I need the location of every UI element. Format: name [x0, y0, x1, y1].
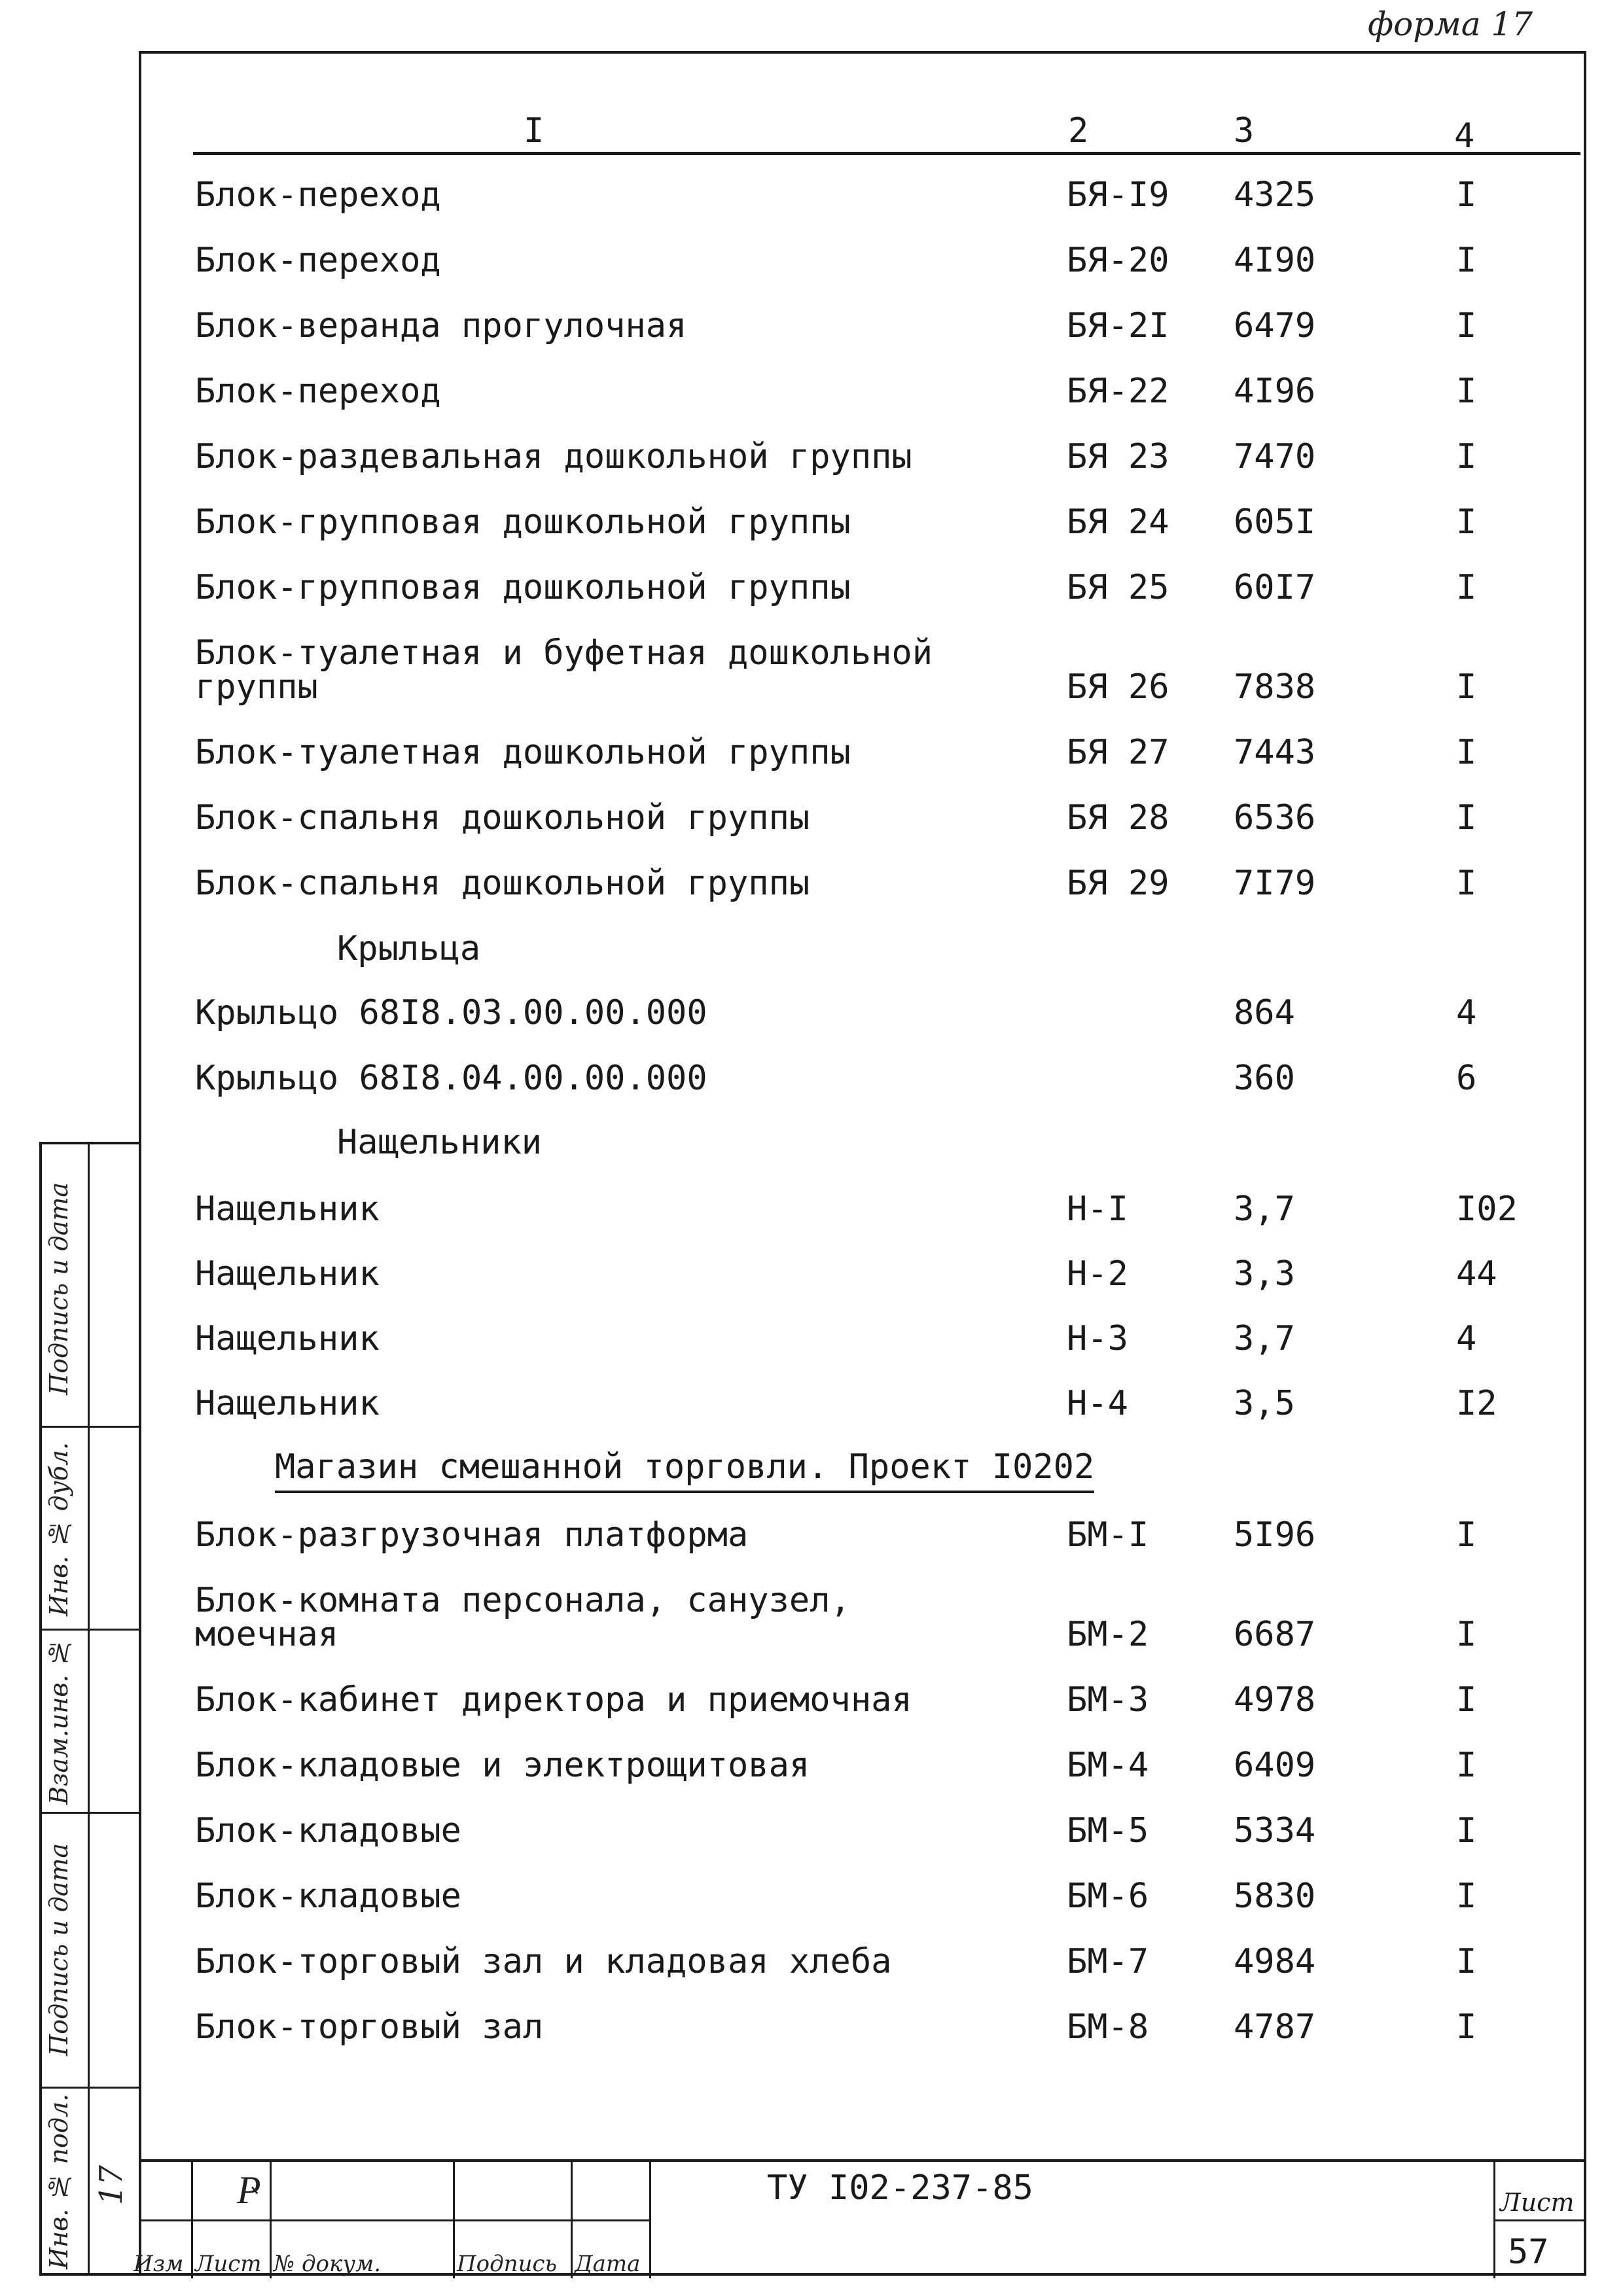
- row-qty: I02: [1456, 1190, 1518, 1229]
- row-weight: 6536: [1234, 798, 1316, 838]
- row-weight: 360: [1234, 1059, 1295, 1098]
- row-weight: 3,7: [1234, 1319, 1295, 1358]
- row-name: Блок-переход: [195, 175, 441, 215]
- row-weight: 7443: [1234, 733, 1316, 772]
- row-name: Нащельник: [195, 1384, 380, 1423]
- row-name: Блок-разгрузочная платформа: [195, 1515, 749, 1555]
- row-weight: 4984: [1234, 1942, 1316, 1981]
- row-weight: 7838: [1234, 667, 1316, 707]
- row-name: Нащельник: [195, 1254, 380, 1294]
- header-col-4: 4: [1454, 116, 1475, 156]
- side-stamp: [39, 1142, 139, 2276]
- row-qty: I: [1456, 864, 1477, 903]
- row-qty: I: [1456, 437, 1477, 476]
- title-block-line: [649, 2162, 651, 2278]
- row-name: Блок-веранда прогулочная: [195, 306, 687, 345]
- row-weight: 5I96: [1234, 1515, 1316, 1555]
- row-weight: 5334: [1234, 1811, 1316, 1850]
- row-mark: БЯ-22: [1067, 372, 1169, 411]
- caption-doc: № докум.: [274, 2251, 382, 2277]
- row-weight: 605I: [1234, 503, 1316, 542]
- row-name: Блок-торговый зал и кладовая хлеба: [195, 1942, 892, 1981]
- row-qty: I: [1456, 733, 1477, 772]
- row-mark: БЯ 28: [1067, 798, 1169, 838]
- row-name: Блок-переход: [195, 372, 441, 411]
- side-label-dupl-inv: Инв. № дубл.: [45, 1441, 73, 1616]
- row-name: Блок-спальня дошкольной группы: [195, 864, 810, 903]
- section-title-battens: Нащельники: [337, 1123, 543, 1162]
- row-weight: 3,3: [1234, 1254, 1295, 1294]
- row-mark: БЯ 23: [1067, 437, 1169, 476]
- title-block-line: [1493, 2162, 1495, 2278]
- caption-list: Лист: [195, 2251, 262, 2277]
- row-weight: 864: [1234, 993, 1295, 1033]
- row-name: Блок-групповая дошкольной группы: [195, 568, 851, 607]
- side-label-orig-inv: Инв. № подл.: [45, 2093, 73, 2270]
- row-qty: I: [1456, 1942, 1477, 1981]
- title-block-line: [571, 2162, 573, 2278]
- row-weight: 4978: [1234, 1680, 1316, 1720]
- row-name: Блок-спальня дошкольной группы: [195, 798, 810, 838]
- side-stamp-line: [42, 1629, 139, 1631]
- row-weight: 4I90: [1234, 241, 1316, 280]
- row-weight: 60I7: [1234, 568, 1316, 607]
- row-qty: 4: [1456, 993, 1477, 1033]
- row-weight: 7470: [1234, 437, 1316, 476]
- row-name: Блок-переход: [195, 241, 441, 280]
- document-code: ТУ I02-237-85: [767, 2168, 1033, 2208]
- row-mark: БЯ-20: [1067, 241, 1169, 280]
- row-name: Блок-кладовые: [195, 1877, 461, 1916]
- row-mark: Н-4: [1067, 1384, 1128, 1423]
- row-mark: БМ-I: [1067, 1515, 1149, 1555]
- title-block-line: [139, 2219, 649, 2221]
- row-name: Крыльцо 68I8.04.00.00.000: [195, 1059, 707, 1098]
- row-mark: БЯ 26: [1067, 667, 1169, 707]
- row-qty: I: [1456, 798, 1477, 838]
- title-block-line: [1493, 2219, 1586, 2221]
- section-title-shop: Магазин смешанной торговли. Проект I0202: [275, 1447, 1094, 1493]
- row-qty: I: [1456, 241, 1477, 280]
- row-qty: I: [1456, 306, 1477, 345]
- title-block-line: [270, 2162, 272, 2278]
- row-mark: БЯ 27: [1067, 733, 1169, 772]
- title-block: [134, 2159, 1586, 2278]
- caption-date: Дата: [575, 2251, 641, 2277]
- sheet-label: Лист: [1500, 2188, 1575, 2217]
- row-qty: I: [1456, 1615, 1477, 1654]
- row-qty: I: [1456, 175, 1477, 215]
- row-qty: 44: [1456, 1254, 1497, 1294]
- row-name: Блок-комната персонала, санузел,: [195, 1581, 851, 1620]
- caption-izm: Изм: [134, 2251, 184, 2277]
- header-rule: [193, 152, 1580, 155]
- row-weight: 6479: [1234, 306, 1316, 345]
- row-qty: I: [1456, 503, 1477, 542]
- row-weight: 6409: [1234, 1746, 1316, 1785]
- row-mark: БЯ-I9: [1067, 175, 1169, 215]
- side-stamp-line: [42, 1812, 139, 1814]
- row-mark: БМ-5: [1067, 1811, 1149, 1850]
- title-block-signature-mark: Ҏ: [237, 2167, 261, 2213]
- row-qty: I: [1456, 372, 1477, 411]
- row-mark: БМ-8: [1067, 2007, 1149, 2047]
- section-title-porches: Крыльца: [337, 929, 481, 968]
- header-col-3: 3: [1234, 111, 1255, 150]
- row-mark: БМ-7: [1067, 1942, 1149, 1981]
- row-weight: 7I79: [1234, 864, 1316, 903]
- header-col-2: 2: [1068, 111, 1089, 150]
- row-name: Нащельник: [195, 1190, 380, 1229]
- row-weight: 5830: [1234, 1877, 1316, 1916]
- row-weight: 4I96: [1234, 372, 1316, 411]
- row-qty: 6: [1456, 1059, 1477, 1098]
- sheet-number: 57: [1508, 2233, 1549, 2272]
- side-orig-inv-value: 17: [93, 2164, 130, 2205]
- form-label: форма 17: [1368, 5, 1533, 43]
- side-stamp-line: [42, 2087, 139, 2089]
- row-mark: БМ-4: [1067, 1746, 1149, 1785]
- row-name: Блок-групповая дошкольной группы: [195, 503, 851, 542]
- row-qty: 4: [1456, 1319, 1477, 1358]
- row-name: Блок-туалетная дошкольной группы: [195, 733, 851, 772]
- row-mark: Н-2: [1067, 1254, 1128, 1294]
- row-name: Блок-туалетная и буфетная дошкольной: [195, 633, 933, 673]
- header-col-1: I: [524, 111, 544, 150]
- row-name: Блок-кабинет директора и приемочная: [195, 1680, 912, 1720]
- side-label-sign-date-1: Подпись и дата: [45, 1182, 73, 1395]
- row-qty: I: [1456, 568, 1477, 607]
- row-name-continued: моечная: [195, 1615, 339, 1654]
- row-name: Блок-кладовые: [195, 1811, 461, 1850]
- row-qty: I: [1456, 1746, 1477, 1785]
- row-qty: I: [1456, 1680, 1477, 1720]
- row-mark: БЯ 29: [1067, 864, 1169, 903]
- row-weight: 4787: [1234, 2007, 1316, 2047]
- row-qty: I: [1456, 1515, 1477, 1555]
- row-weight: 4325: [1234, 175, 1316, 215]
- row-qty: I: [1456, 1877, 1477, 1916]
- side-label-exch-inv: Взам.инв. №: [45, 1638, 73, 1805]
- row-mark: БЯ 25: [1067, 568, 1169, 607]
- row-qty: I2: [1456, 1384, 1497, 1423]
- row-weight: 3,7: [1234, 1190, 1295, 1229]
- row-mark: БМ-6: [1067, 1877, 1149, 1916]
- title-block-line: [453, 2162, 455, 2278]
- row-mark: Н-I: [1067, 1190, 1128, 1229]
- row-mark: Н-3: [1067, 1319, 1128, 1358]
- side-label-sign-date-2: Подпись и дата: [45, 1843, 73, 2056]
- row-weight: 6687: [1234, 1615, 1316, 1654]
- side-stamp-divider: [88, 1144, 90, 2273]
- row-weight: 3,5: [1234, 1384, 1295, 1423]
- row-name: Блок-кладовые и электрощитовая: [195, 1746, 810, 1785]
- row-qty: I: [1456, 1811, 1477, 1850]
- row-mark: БМ-3: [1067, 1680, 1149, 1720]
- row-name: Крыльцо 68I8.03.00.00.000: [195, 993, 707, 1033]
- row-name: Блок-раздевальная дошкольной группы: [195, 437, 912, 476]
- side-stamp-line: [42, 1426, 139, 1428]
- row-name-continued: группы: [195, 667, 318, 707]
- row-name: Блок-торговый зал: [195, 2007, 544, 2047]
- row-qty: I: [1456, 667, 1477, 707]
- row-mark: БМ-2: [1067, 1615, 1149, 1654]
- row-name: Нащельник: [195, 1319, 380, 1358]
- title-block-line: [191, 2162, 193, 2278]
- row-mark: БЯ 24: [1067, 503, 1169, 542]
- caption-sign: Подпись: [457, 2251, 558, 2277]
- row-qty: I: [1456, 2007, 1477, 2047]
- row-mark: БЯ-2I: [1067, 306, 1169, 345]
